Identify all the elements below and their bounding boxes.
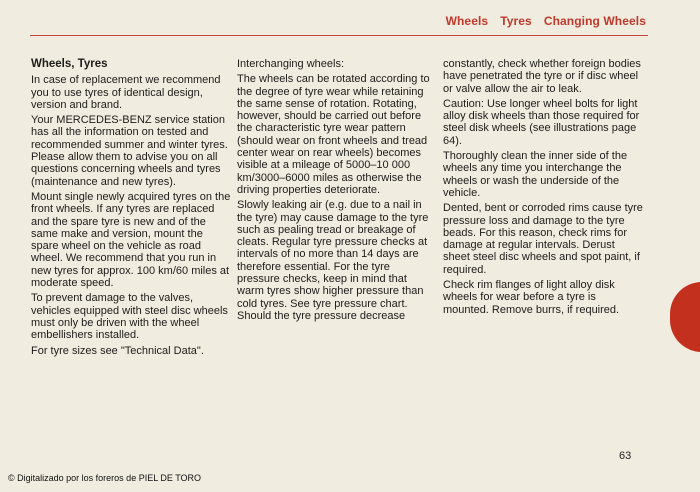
thumb-index-tab <box>670 282 700 352</box>
paragraph: Dented, bent or corroded rims cause tyre pressure loss and damage to the tyre beads. For this reason, check rims for damage at regular intervals. Derust sheet steel disc wheels and spot paint, if required. <box>443 202 643 276</box>
crumb-tyres: Tyres <box>500 14 532 28</box>
scan-credit: © Digitalizado por los foreros de PIEL DE TORO <box>8 473 202 483</box>
paragraph: Thoroughly clean the inner side of the wheels any time you interchange the wheels or wash the underside of the vehicle. <box>443 150 628 199</box>
paragraph: constantly, check whether foreign bodies have penetrated the tyre or if disc wheel or valve allow the air to leak. <box>443 58 641 95</box>
paragraph: The wheels can be rotated according to the degree of tyre wear while retaining the same sense of rotation. Rotating, however, should be carried out before the characteristic tyre wear pattern (should wear on front wheels and tread center wear on rear wheels) becomes visible at a mileage of 5000–10 000 km/3000–6000 miles as otherwise the driving properties deteriorate. <box>237 73 430 196</box>
header-rule <box>30 35 648 36</box>
paragraph: For tyre sizes see "Technical Data". <box>31 344 204 357</box>
paragraph: To prevent damage to the valves, vehicles equipped with steel disc wheels must only be driven with the wheel embellishers installed. <box>31 292 228 342</box>
column-2 <box>237 58 435 325</box>
paragraph: Slowly leaking air (e.g. due to a nail in the tyre) may cause damage to the tyre such as pealing tread or breakage of cleats. Regular tyre pressure checks at intervals of no more than 14 days are therefore essential. For the tyre pressure checks, keep in mind that warm tyres show higher pressure than cold tyres. See tyre pressure chart. Should the tyre pressure decrease <box>237 199 429 322</box>
section-header <box>446 14 646 28</box>
paragraph: In case of replacement we recommend you to use tyres of identical design, version and brand. <box>31 74 221 111</box>
paragraph: Caution: Use longer wheel bolts for light alloy disk wheels than those required for steel disk wheels (see illustrations page 64). <box>443 97 640 147</box>
paragraph: Your MERCEDES-BENZ service station has all the information on tested and recommended summer and winter tyres. Please allow them to advise you on all questions concerning wheels and tyres (maintenance and new tyres). <box>31 114 228 188</box>
paragraph: Mount single newly acquired tyres on the front wheels. If any tyres are replaced and the spare tyre is new and of the same make and version, mount the spare wheel on the vehicle as road wheel. We recommend that you run in new tyres for approx. 100 km/60 miles at moderate speed. <box>31 190 231 290</box>
page-number: 63 <box>619 450 632 462</box>
paragraph: Check rim flanges of light alloy disk wheels for wear before a tyre is mounted. Remove burrs, if required. <box>443 279 620 316</box>
crumb-changing-wheels: Changing Wheels <box>543 14 646 28</box>
crumb-wheels: Wheels <box>445 14 489 28</box>
column-1 <box>31 58 231 360</box>
column-3 <box>443 58 643 319</box>
subheading: Interchanging wheels: <box>237 58 345 70</box>
section-heading: Wheels, Tyres <box>31 58 108 70</box>
